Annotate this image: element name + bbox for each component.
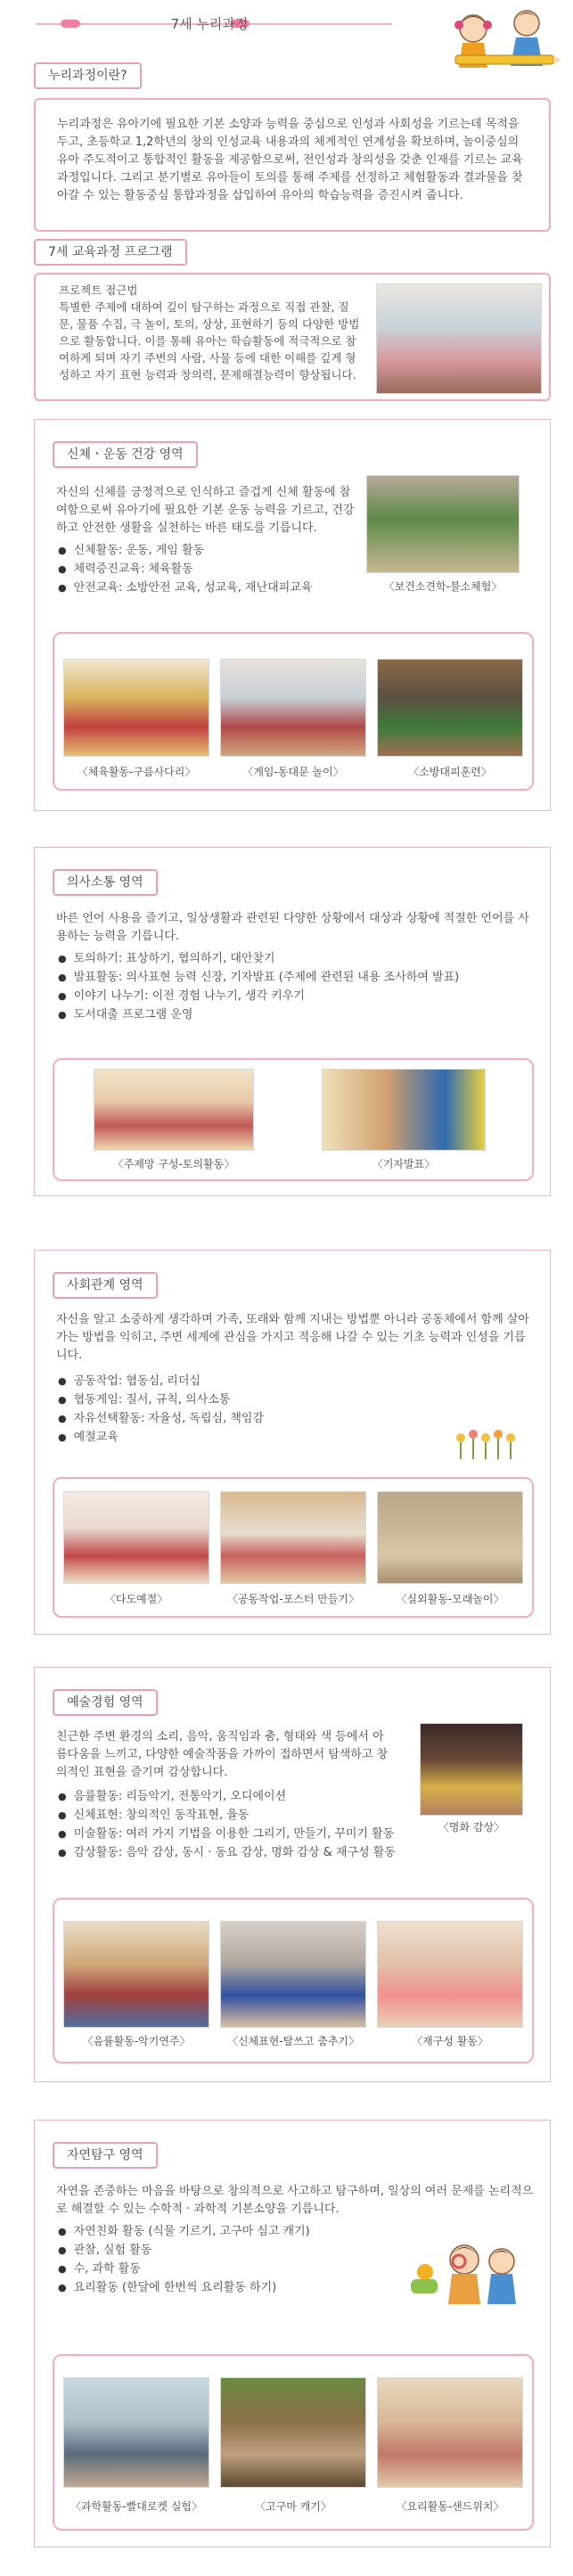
communication-caption: 〈기자발표〉	[372, 1158, 436, 1170]
health-photo	[377, 659, 523, 757]
art-caption: 〈음률활동-악기연주〉	[82, 2035, 191, 2047]
health-caption: 〈게임-동대문 놀이〉	[242, 766, 344, 778]
nature-photo	[63, 2377, 209, 2488]
program-text: 프로젝트 접근법 특별한 주제에 대하여 깊이 탐구하는 과정으로 직접 관찰, 질문, 물품 수집, 극 놀이, 토의, 상상, 표현하기 등의 다양한 방법으로 활동합니다. 이를 통해 유아는 학습활동에 적극적으로 참여하게 되며 자기 주변의 사람, 사물 등에 대한 이해를 깊게 형성하고 자기 표현 능력과 창의력, 문제해결능력이 향상됩니다.	[59, 283, 360, 381]
social-tag: 사회관계 영역	[53, 1272, 158, 1299]
kids-illustration	[446, 4, 562, 71]
nature-photo-frame	[53, 2354, 534, 2531]
art-photo	[63, 1921, 209, 2028]
health-photo	[63, 659, 209, 757]
health-side-photo	[366, 475, 520, 573]
social-photo	[220, 1491, 366, 1584]
art-side-photo	[420, 1723, 523, 1816]
communication-text: 바른 언어 사용을 즐기고, 일상생활과 관련된 다양한 상황에서 대상과 상황에 적절한 언어를 사용하는 능력을 기릅니다.	[56, 912, 529, 943]
health-photo	[220, 659, 366, 757]
social-caption: 〈다도예절〉	[104, 1593, 168, 1605]
communication-photo	[94, 1069, 254, 1151]
communication-bullet: ● 토의하기: 표상하기, 협의하기, 대안찾기	[58, 949, 536, 968]
nature-bullet: ● 자연친화 활동 (식물 기르기, 고구마 심고 캐기)	[58, 2222, 414, 2241]
health-photo-frame	[53, 632, 534, 791]
art-bullet: ● 감상활동: 음악 감상, 동시 · 동요 감상, 명화 감상 & 재구성 활동	[58, 1843, 539, 1862]
art-photo	[377, 1921, 523, 2028]
art-bullet: ● 음률활동: 리듬악기, 전통악기, 오디에이션	[58, 1787, 539, 1806]
nature-bullet: ● 수, 과학 활동	[58, 2260, 414, 2278]
art-photo	[220, 1921, 366, 2028]
communication-caption: 〈주제망 구성-토의활동〉	[112, 1158, 235, 1170]
social-bullet: ● 협동게임: 질서, 규칙, 의사소통	[58, 1391, 414, 1409]
health-tag: 신체ㆍ운동 건강 영역	[53, 441, 198, 468]
section-art	[34, 1667, 551, 2082]
nature-bullet: ● 요리활동 (한달에 한번씩 요리활동 하기)	[58, 2278, 414, 2297]
nature-caption: 〈과학활동-빨대로켓 실험〉	[70, 2500, 203, 2513]
art-side-caption: 〈명화 감상〉	[438, 1821, 505, 1834]
art-photo-frame	[53, 1898, 534, 2063]
nature-bullet: ● 관찰, 실험 활동	[58, 2241, 414, 2260]
intro-tag: 누리과정이란?	[34, 62, 142, 89]
social-caption: 〈공동작업-포스터 만들기〉	[226, 1593, 360, 1605]
nature-photo	[377, 2377, 523, 2488]
health-bullet: ● 안전교육: 소방안전 교육, 성교육, 재난대피교육	[58, 578, 361, 597]
nature-bullets	[58, 2222, 414, 2297]
section-nature	[34, 2120, 551, 2547]
nature-photo	[220, 2377, 366, 2488]
art-caption: 〈재구성 활동〉	[412, 2035, 488, 2047]
social-text: 자신을 알고 소중하게 생각하며 가족, 또래와 함께 지내는 방법뿐 아니라 공동체에서 함께 살아가는 방법을 익히고, 주변 세계에 관심을 가지고 적응해 나갈 수 있는 기초 능력과 인성을 기릅니다.	[56, 1313, 529, 1362]
health-caption: 〈체육활동-구름사다리〉	[77, 766, 196, 778]
communication-bullets	[58, 949, 536, 1024]
communication-bullet: ● 도서대출 프로그램 운영	[58, 1005, 536, 1024]
communication-bullet: ● 이야기 나누기: 이전 경험 나누기, 생각 키우기	[58, 987, 536, 1005]
art-tag: 예술경험 영역	[53, 1689, 158, 1716]
nature-text: 자연을 존중하는 마음을 바탕으로 창의적으로 사고하고 탐구하며, 일상의 여러 문제를 논리적으로 해결할 수 있는 수학적 · 과학적 기본소양을 기릅니다.	[56, 2185, 534, 2216]
art-caption: 〈신체표현-탈쓰고 춤추기〉	[226, 2035, 360, 2047]
health-side-caption: 〈보건소견학-불소체험〉	[383, 580, 503, 593]
social-bullet: ● 예절교육	[58, 1428, 414, 1447]
social-bullet: ● 자유선택활동: 자율성, 독립심, 책임감	[58, 1409, 414, 1428]
section-health	[34, 419, 551, 811]
intro-box	[34, 98, 551, 232]
art-text: 친근한 주변 환경의 소리, 음악, 움직임과 춤, 형태와 색 등에서 아름다움을 느끼고, 다양한 예술작품을 가까이 접하면서 탐색하고 창의적인 표현을 즐기며 감상합니다.	[56, 1730, 389, 1779]
health-bullet: ● 체력증진교육: 체육활동	[58, 560, 361, 578]
intro-text: 누리과정은 유아기에 필요한 기본 소양과 능력을 중심으로 인성과 사회성을 기르는데 목적을 두고, 초등학교 1,2학년의 창의 인성교육 내용과의 체계적인 연계성을 확보하며, 놀이중심의 유아 주도적이고 통합적인 활동을 제공함으로써, 전인성과 창의성을 갖춘 인재를 기르는 교육과정입니다. 그리고 분기별로 유아들이 토의를 통해 주제를 선정하고 체험활동과 결과물을 찾아갈 수 있는 활동중심 통합과정을 삽입하여 유아의 학습능력을 증진시켜 줍니다.	[57, 118, 523, 202]
social-photo	[377, 1491, 523, 1584]
communication-tag: 의사소통 영역	[53, 869, 158, 896]
health-caption: 〈소방대피훈련〉	[408, 766, 492, 778]
program-tag: 7세 교육과정 프로그램	[34, 239, 187, 266]
health-bullets	[58, 541, 361, 597]
nature-caption: 〈요리활동-샌드위치〉	[396, 2500, 504, 2513]
communication-photo-frame	[53, 1058, 534, 1181]
health-bullet: ● 신체활동: 운동, 게임 활동	[58, 541, 361, 560]
social-bullets	[58, 1372, 414, 1447]
flowers-illustration	[454, 1429, 520, 1461]
social-caption: 〈실외활동-모래놀이〉	[396, 1593, 504, 1605]
social-bullet: ● 공동작업: 협동심, 리더십	[58, 1372, 414, 1391]
nature-tag: 자연탐구 영역	[53, 2142, 158, 2169]
social-photo-frame	[53, 1477, 534, 1618]
kids-magnifier-illustration	[405, 2229, 523, 2306]
page-title: 7세 누리과정	[170, 16, 249, 32]
health-text: 자신의 신체를 긍정적으로 인식하고 즐겁게 신체 활동에 참여함으로써 유아기에 필요한 기본 운동 능력을 기르고, 건강하고 안전한 생활을 실천하는 바른 태도를 기릅니다.	[56, 486, 355, 535]
communication-photo	[322, 1069, 486, 1151]
nature-caption: 〈고구마 캐기〉	[255, 2500, 332, 2513]
art-bullet: ● 신체표현: 창의적인 동작표현, 율동	[58, 1806, 539, 1825]
program-photo	[376, 283, 542, 394]
communication-bullet: ● 발표활동: 의사표현 능력 신장, 기자발표 (주제에 관련된 내용 조사하여 발표)	[58, 968, 536, 987]
section-social	[34, 1250, 551, 1635]
section-communication	[34, 847, 551, 1196]
program-box	[34, 273, 551, 401]
social-photo	[63, 1491, 209, 1584]
art-bullet: ● 미술활동: 여러 가지 기법을 이용한 그리기, 만들기, 꾸미기 활동	[58, 1825, 539, 1843]
